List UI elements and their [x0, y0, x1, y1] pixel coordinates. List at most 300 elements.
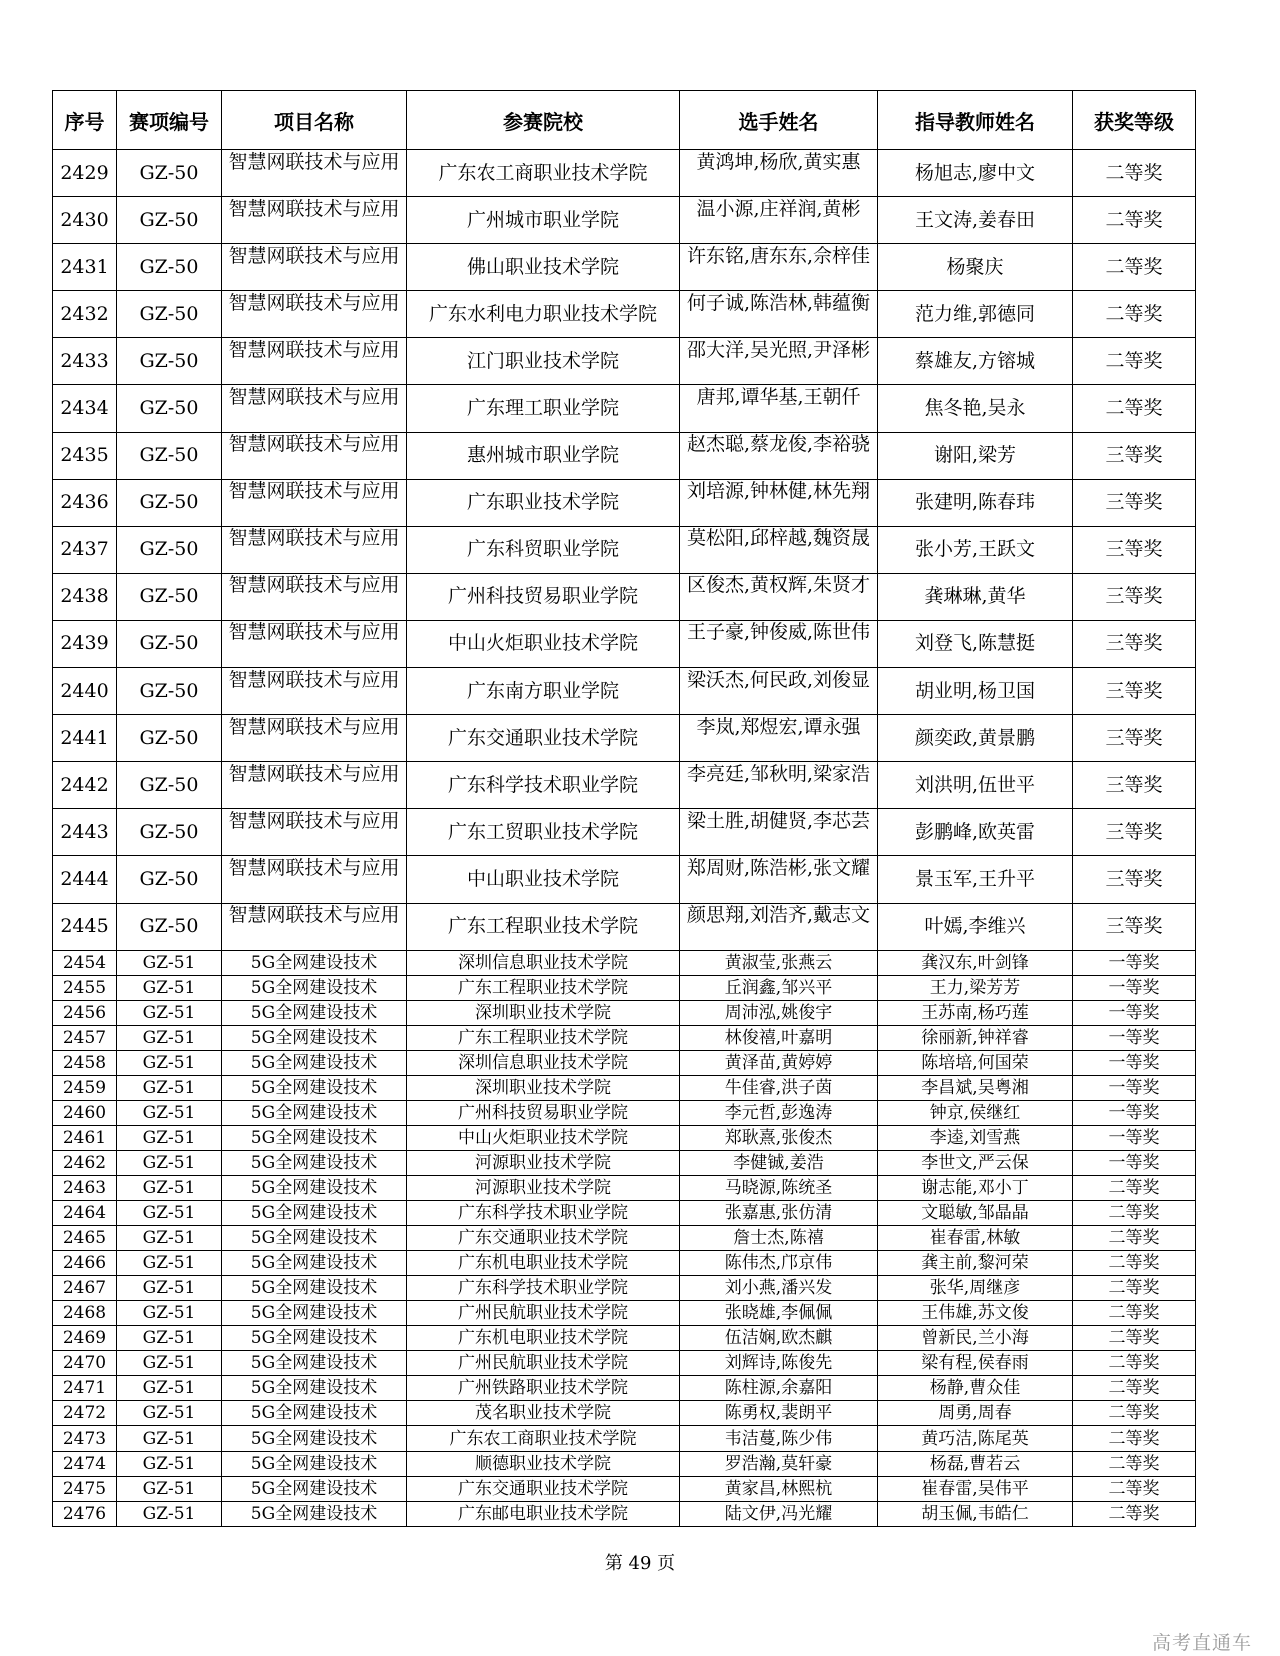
table-row — [53, 1201, 1196, 1226]
header-instructors: 指导教师姓名 — [878, 91, 1073, 150]
cell-event-code — [117, 1050, 222, 1075]
cell-event-code — [117, 1501, 222, 1526]
cell-contestants — [680, 1351, 878, 1376]
cell-event-code — [117, 1075, 222, 1100]
cell-index-text: 2458 — [62, 1052, 107, 1073]
table-row — [53, 620, 1196, 667]
cell-school-text: 广州城市职业学院 — [466, 208, 619, 231]
cell-contestants-text: 刘培源,钟林健,林先翔 — [686, 480, 871, 503]
cell-index-text: 2433 — [60, 349, 109, 372]
cell-award-level — [1073, 573, 1196, 620]
cell-project-name — [222, 903, 407, 950]
cell-award-level — [1073, 1451, 1196, 1476]
cell-award-level-text: 一等奖 — [1108, 1002, 1160, 1023]
cell-school-text: 广州科技贸易职业学院 — [458, 1102, 628, 1123]
cell-contestants-text: 黄泽苗,黄婷婷 — [724, 1052, 833, 1073]
cell-instructors — [878, 620, 1073, 667]
cell-index — [53, 291, 117, 338]
cell-school — [407, 1226, 680, 1251]
cell-school-text: 深圳职业技术学院 — [475, 1002, 611, 1023]
cell-project-name — [222, 1326, 407, 1351]
cell-instructors — [878, 762, 1073, 809]
cell-project-name — [222, 762, 407, 809]
cell-project-name-text: 5G全网建设技术 — [250, 1152, 378, 1173]
cell-instructors — [878, 338, 1073, 385]
watermark: 高考直通车 — [1151, 1632, 1252, 1654]
cell-instructors-text: 梁有程,侯春雨 — [921, 1353, 1029, 1374]
table-row — [53, 291, 1196, 338]
cell-instructors — [878, 1401, 1073, 1426]
cell-contestants-text: 黄家昌,林熙杭 — [724, 1478, 833, 1499]
cell-instructors — [878, 526, 1073, 573]
cell-instructors-text: 周勇,周春 — [938, 1403, 1012, 1424]
cell-event-code-text: GZ-50 — [139, 773, 199, 796]
cell-index-text: 2463 — [62, 1178, 107, 1199]
cell-school-text: 广州科技贸易职业学院 — [447, 585, 638, 608]
cell-contestants — [680, 1251, 878, 1276]
cell-award-level-text: 一等奖 — [1108, 977, 1160, 998]
cell-instructors-text: 杨聚庆 — [946, 255, 1004, 278]
cell-award-level-text: 二等奖 — [1105, 302, 1163, 325]
cell-project-name — [222, 1276, 407, 1301]
cell-school — [407, 809, 680, 856]
cell-school-text: 佛山职业技术学院 — [466, 255, 619, 278]
cell-index — [53, 620, 117, 667]
cell-school — [407, 1025, 680, 1050]
table-row — [53, 1426, 1196, 1451]
cell-instructors-text: 谢志能,邓小丁 — [921, 1178, 1029, 1199]
cell-index — [53, 1125, 117, 1150]
cell-award-level — [1073, 385, 1196, 432]
cell-contestants — [680, 668, 878, 715]
cell-school — [407, 1251, 680, 1276]
cell-school-text: 广州民航职业技术学院 — [458, 1303, 628, 1324]
cell-instructors — [878, 1000, 1073, 1025]
cell-contestants-text: 丘润鑫,邹兴平 — [724, 977, 833, 998]
cell-school — [407, 573, 680, 620]
cell-index-text: 2461 — [62, 1127, 107, 1148]
cell-award-level — [1073, 1075, 1196, 1100]
cell-contestants — [680, 385, 878, 432]
cell-award-level — [1073, 197, 1196, 244]
cell-index-text: 2445 — [60, 915, 109, 938]
table-row — [53, 432, 1196, 479]
cell-school — [407, 1476, 680, 1501]
cell-index-text: 2469 — [62, 1328, 107, 1349]
cell-award-level-text: 一等奖 — [1108, 1027, 1160, 1048]
cell-event-code — [117, 620, 222, 667]
cell-award-level-text: 一等奖 — [1108, 1052, 1160, 1073]
cell-project-name — [222, 1075, 407, 1100]
cell-school — [407, 150, 680, 197]
table-row — [53, 479, 1196, 526]
cell-event-code-text: GZ-51 — [142, 1102, 196, 1123]
cell-award-level — [1073, 338, 1196, 385]
cell-school-text: 广东机电职业技术学院 — [458, 1328, 628, 1349]
cell-index-text: 2442 — [60, 773, 109, 796]
cell-event-code — [117, 1326, 222, 1351]
cell-school — [407, 197, 680, 244]
cell-project-name — [222, 479, 407, 526]
cell-index — [53, 903, 117, 950]
cell-school — [407, 385, 680, 432]
table-row — [53, 975, 1196, 1000]
cell-project-name — [222, 291, 407, 338]
table-row — [53, 150, 1196, 197]
cell-project-name — [222, 1351, 407, 1376]
cell-project-name-text: 智慧网联技术与应用 — [228, 338, 400, 361]
cell-award-level — [1073, 526, 1196, 573]
cell-contestants-text: 林俊禧,叶嘉明 — [724, 1027, 833, 1048]
cell-project-name — [222, 715, 407, 762]
cell-award-level-text: 二等奖 — [1108, 1503, 1160, 1524]
cell-project-name-text: 5G全网建设技术 — [250, 1478, 378, 1499]
cell-award-level-text: 二等奖 — [1105, 208, 1163, 231]
cell-index-text: 2476 — [62, 1503, 107, 1524]
cell-instructors — [878, 1451, 1073, 1476]
cell-instructors-text: 彭鹏峰,欧英雷 — [914, 820, 1036, 843]
cell-award-level-text: 二等奖 — [1108, 1353, 1160, 1374]
cell-instructors-text: 文聪敏,邹晶晶 — [921, 1203, 1029, 1224]
cell-school-text: 广东理工职业学院 — [466, 397, 619, 420]
cell-award-level — [1073, 244, 1196, 291]
cell-index-text: 2429 — [60, 161, 109, 184]
cell-instructors — [878, 1251, 1073, 1276]
cell-instructors — [878, 385, 1073, 432]
cell-school — [407, 903, 680, 950]
cell-index-text: 2456 — [62, 1002, 107, 1023]
cell-contestants — [680, 1100, 878, 1125]
cell-contestants — [680, 573, 878, 620]
cell-contestants — [680, 432, 878, 479]
cell-event-code-text: GZ-50 — [139, 397, 199, 420]
cell-school-text: 广东交通职业技术学院 — [458, 1478, 628, 1499]
cell-school-text: 广东科学技术职业学院 — [458, 1203, 628, 1224]
cell-instructors-text: 陈培培,何国荣 — [921, 1052, 1029, 1073]
cell-project-name-text: 5G全网建设技术 — [250, 1052, 378, 1073]
cell-project-name — [222, 1226, 407, 1251]
cell-award-level — [1073, 1326, 1196, 1351]
cell-project-name — [222, 1201, 407, 1226]
cell-event-code — [117, 975, 222, 1000]
cell-instructors — [878, 668, 1073, 715]
cell-school — [407, 1426, 680, 1451]
table-row — [53, 1125, 1196, 1150]
cell-event-code-text: GZ-51 — [142, 977, 196, 998]
cell-award-level-text: 二等奖 — [1108, 1478, 1160, 1499]
cell-instructors — [878, 950, 1073, 975]
table-row — [53, 1401, 1196, 1426]
cell-index — [53, 1176, 117, 1201]
cell-instructors-text: 杨静,曹众佳 — [929, 1378, 1021, 1399]
cell-instructors — [878, 1150, 1073, 1175]
cell-award-level — [1073, 620, 1196, 667]
cell-contestants — [680, 1401, 878, 1426]
cell-project-name — [222, 1376, 407, 1401]
cell-project-name — [222, 950, 407, 975]
cell-contestants — [680, 1050, 878, 1075]
cell-instructors-text: 崔春雷,吴伟平 — [921, 1478, 1029, 1499]
cell-instructors-text: 刘登飞,陈慧挺 — [914, 632, 1036, 655]
cell-instructors — [878, 856, 1073, 903]
cell-project-name-text: 5G全网建设技术 — [250, 952, 378, 973]
cell-instructors-text: 张华,周继彦 — [929, 1278, 1021, 1299]
cell-contestants-text: 区俊杰,黄权辉,朱贤才 — [686, 574, 871, 597]
cell-event-code-text: GZ-51 — [142, 952, 196, 973]
cell-contestants-text: 陈伟杰,邝京伟 — [724, 1253, 833, 1274]
cell-instructors-text: 范力维,郭德同 — [914, 302, 1036, 325]
cell-index-text: 2440 — [60, 679, 109, 702]
cell-event-code-text: GZ-50 — [139, 255, 199, 278]
cell-event-code-text: GZ-50 — [139, 915, 199, 938]
cell-index — [53, 1000, 117, 1025]
cell-instructors-text: 胡业明,杨卫国 — [914, 679, 1036, 702]
cell-instructors-text: 刘洪明,伍世平 — [914, 773, 1036, 796]
cell-school-text: 茂名职业技术学院 — [475, 1403, 611, 1424]
cell-school-text: 广东交通职业技术学院 — [458, 1228, 628, 1249]
cell-instructors — [878, 1125, 1073, 1150]
table-row — [53, 1150, 1196, 1175]
table-row — [53, 668, 1196, 715]
cell-award-level — [1073, 479, 1196, 526]
cell-index — [53, 856, 117, 903]
cell-award-level-text: 二等奖 — [1108, 1178, 1160, 1199]
cell-instructors-text: 王伟雄,苏文俊 — [921, 1303, 1029, 1324]
cell-award-level — [1073, 903, 1196, 950]
cell-event-code — [117, 432, 222, 479]
cell-index — [53, 1501, 117, 1526]
cell-index — [53, 1201, 117, 1226]
cell-project-name-text: 5G全网建设技术 — [250, 1127, 378, 1148]
cell-index-text: 2468 — [62, 1303, 107, 1324]
cell-index — [53, 479, 117, 526]
cell-contestants — [680, 291, 878, 338]
cell-event-code — [117, 1226, 222, 1251]
cell-instructors-text: 龚主前,黎河荣 — [921, 1253, 1029, 1274]
cell-contestants — [680, 1426, 878, 1451]
cell-school-text: 广州铁路职业技术学院 — [458, 1378, 628, 1399]
table-row — [53, 1226, 1196, 1251]
cell-instructors-text: 李世文,严云保 — [921, 1152, 1029, 1173]
cell-instructors — [878, 1176, 1073, 1201]
cell-school-text: 广东农工商职业技术学院 — [449, 1428, 637, 1449]
cell-project-name — [222, 1150, 407, 1175]
cell-school-text: 深圳信息职业技术学院 — [458, 952, 628, 973]
cell-instructors — [878, 1276, 1073, 1301]
cell-school-text: 广东职业技术学院 — [466, 491, 619, 514]
table-row — [53, 244, 1196, 291]
cell-instructors — [878, 197, 1073, 244]
cell-index — [53, 1451, 117, 1476]
cell-award-level — [1073, 1050, 1196, 1075]
cell-instructors-text: 崔春雷,林敏 — [929, 1228, 1021, 1249]
cell-event-code — [117, 1176, 222, 1201]
cell-project-name-text: 5G全网建设技术 — [250, 1278, 378, 1299]
cell-contestants-text: 赵杰聪,蔡龙俊,李裕骁 — [686, 433, 871, 456]
cell-contestants — [680, 809, 878, 856]
cell-index-text: 2454 — [62, 952, 107, 973]
cell-event-code — [117, 1025, 222, 1050]
cell-school — [407, 762, 680, 809]
cell-project-name-text: 智慧网联技术与应用 — [228, 433, 400, 456]
cell-event-code — [117, 526, 222, 573]
cell-school — [407, 1451, 680, 1476]
cell-event-code — [117, 1376, 222, 1401]
cell-award-level-text: 一等奖 — [1108, 1152, 1160, 1173]
cell-school-text: 广东水利电力职业技术学院 — [428, 302, 657, 325]
cell-instructors — [878, 573, 1073, 620]
cell-project-name-text: 智慧网联技术与应用 — [228, 621, 400, 644]
cell-instructors — [878, 1301, 1073, 1326]
cell-event-code-text: GZ-50 — [139, 585, 199, 608]
cell-contestants-text: 温小源,庄祥润,黄彬 — [696, 197, 861, 220]
cell-event-code — [117, 150, 222, 197]
cell-event-code-text: GZ-51 — [142, 1353, 196, 1374]
cell-project-name — [222, 1451, 407, 1476]
cell-award-level — [1073, 150, 1196, 197]
cell-project-name — [222, 1426, 407, 1451]
cell-instructors — [878, 1426, 1073, 1451]
cell-contestants — [680, 479, 878, 526]
table-row — [53, 338, 1196, 385]
cell-event-code — [117, 197, 222, 244]
cell-instructors-text: 叶嫣,李维兴 — [924, 915, 1026, 938]
cell-project-name-text: 5G全网建设技术 — [250, 1353, 378, 1374]
table-row — [53, 573, 1196, 620]
table-row — [53, 526, 1196, 573]
cell-event-code — [117, 1251, 222, 1276]
cell-award-level-text: 三等奖 — [1105, 632, 1163, 655]
cell-project-name-text: 5G全网建设技术 — [250, 1378, 378, 1399]
cell-index-text: 2473 — [62, 1428, 107, 1449]
cell-project-name-text: 智慧网联技术与应用 — [228, 574, 400, 597]
cell-instructors — [878, 1100, 1073, 1125]
cell-project-name-text: 5G全网建设技术 — [250, 1328, 378, 1349]
cell-instructors-text: 龚琳琳,黄华 — [924, 585, 1026, 608]
cell-event-code-text: GZ-50 — [139, 538, 199, 561]
cell-event-code-text: GZ-51 — [142, 1503, 196, 1524]
cell-index — [53, 715, 117, 762]
cell-contestants-text: 梁沃杰,何民政,刘俊显 — [686, 668, 871, 691]
cell-contestants-text: 许东铭,唐东东,佘梓佳 — [686, 244, 871, 267]
cell-award-level — [1073, 1476, 1196, 1501]
cell-project-name — [222, 975, 407, 1000]
cell-index-text: 2455 — [62, 977, 107, 998]
cell-school — [407, 1000, 680, 1025]
cell-event-code-text: GZ-51 — [142, 1253, 196, 1274]
table-row — [53, 1276, 1196, 1301]
cell-instructors-text: 王苏南,杨巧莲 — [921, 1002, 1029, 1023]
table-row — [53, 856, 1196, 903]
cell-instructors-text: 龚汉东,叶剑锋 — [921, 952, 1029, 973]
cell-instructors — [878, 975, 1073, 1000]
cell-event-code-text: GZ-51 — [142, 1278, 196, 1299]
cell-project-name-text: 5G全网建设技术 — [250, 1102, 378, 1123]
table-row — [53, 1451, 1196, 1476]
cell-event-code-text: GZ-51 — [142, 1328, 196, 1349]
cell-event-code-text: GZ-50 — [139, 632, 199, 655]
cell-contestants — [680, 197, 878, 244]
cell-contestants-text: 张晓雄,李佩佩 — [724, 1303, 833, 1324]
cell-school-text: 广东科贸职业学院 — [466, 538, 619, 561]
cell-index-text: 2460 — [62, 1102, 107, 1123]
cell-contestants-text: 刘小燕,潘兴发 — [724, 1278, 833, 1299]
cell-index — [53, 1426, 117, 1451]
cell-index-text: 2459 — [62, 1077, 107, 1098]
cell-contestants — [680, 1201, 878, 1226]
cell-index — [53, 1050, 117, 1075]
cell-event-code — [117, 1476, 222, 1501]
cell-instructors-text: 杨磊,曹若云 — [929, 1453, 1021, 1474]
cell-project-name-text: 智慧网联技术与应用 — [228, 480, 400, 503]
cell-award-level-text: 二等奖 — [1105, 161, 1163, 184]
table-row — [53, 1075, 1196, 1100]
cell-award-level-text: 三等奖 — [1105, 679, 1163, 702]
cell-contestants-text: 梁土胜,胡健贤,李芯芸 — [686, 809, 871, 832]
cell-instructors-text: 景玉军,王升平 — [914, 867, 1036, 890]
cell-project-name — [222, 809, 407, 856]
cell-award-level — [1073, 1276, 1196, 1301]
cell-index-text: 2434 — [60, 397, 109, 420]
header-contestants: 选手姓名 — [680, 91, 878, 150]
cell-instructors-text: 颜奕政,黄景鹏 — [914, 726, 1036, 749]
cell-school-text: 广东南方职业学院 — [466, 679, 619, 702]
cell-school-text: 深圳信息职业技术学院 — [458, 1052, 628, 1073]
table-row — [53, 1376, 1196, 1401]
cell-instructors — [878, 479, 1073, 526]
cell-award-level — [1073, 856, 1196, 903]
cell-project-name-text: 智慧网联技术与应用 — [228, 668, 400, 691]
table-row — [53, 1176, 1196, 1201]
cell-event-code — [117, 1301, 222, 1326]
cell-event-code — [117, 291, 222, 338]
cell-index — [53, 1276, 117, 1301]
cell-contestants — [680, 1176, 878, 1201]
table-row — [53, 1050, 1196, 1075]
cell-index — [53, 244, 117, 291]
cell-school-text: 河源职业技术学院 — [475, 1152, 611, 1173]
cell-index — [53, 573, 117, 620]
cell-school — [407, 1176, 680, 1201]
cell-project-name — [222, 1301, 407, 1326]
cell-index-text: 2467 — [62, 1278, 107, 1299]
cell-contestants — [680, 1276, 878, 1301]
cell-event-code — [117, 338, 222, 385]
cell-project-name-text: 智慧网联技术与应用 — [228, 150, 400, 173]
cell-instructors-text: 焦冬艳,吴永 — [924, 397, 1026, 420]
cell-contestants-text: 牛佳睿,洪子茵 — [724, 1077, 833, 1098]
cell-index — [53, 1351, 117, 1376]
cell-index-text: 2439 — [60, 632, 109, 655]
cell-project-name — [222, 1050, 407, 1075]
cell-contestants-text: 张嘉惠,张仿清 — [724, 1203, 833, 1224]
cell-award-level — [1073, 1426, 1196, 1451]
cell-event-code — [117, 1125, 222, 1150]
cell-index — [53, 950, 117, 975]
cell-instructors-text: 王力,梁芳芳 — [929, 977, 1021, 998]
cell-index-text: 2430 — [60, 208, 109, 231]
table-row — [53, 715, 1196, 762]
cell-award-level — [1073, 809, 1196, 856]
cell-event-code-text: GZ-51 — [142, 1178, 196, 1199]
cell-event-code-text: GZ-50 — [139, 491, 199, 514]
cell-event-code-text: GZ-51 — [142, 1152, 196, 1173]
cell-award-level-text: 一等奖 — [1108, 1102, 1160, 1123]
cell-contestants — [680, 975, 878, 1000]
cell-project-name — [222, 244, 407, 291]
cell-award-level-text: 一等奖 — [1108, 1127, 1160, 1148]
cell-school-text: 顺德职业技术学院 — [475, 1453, 611, 1474]
